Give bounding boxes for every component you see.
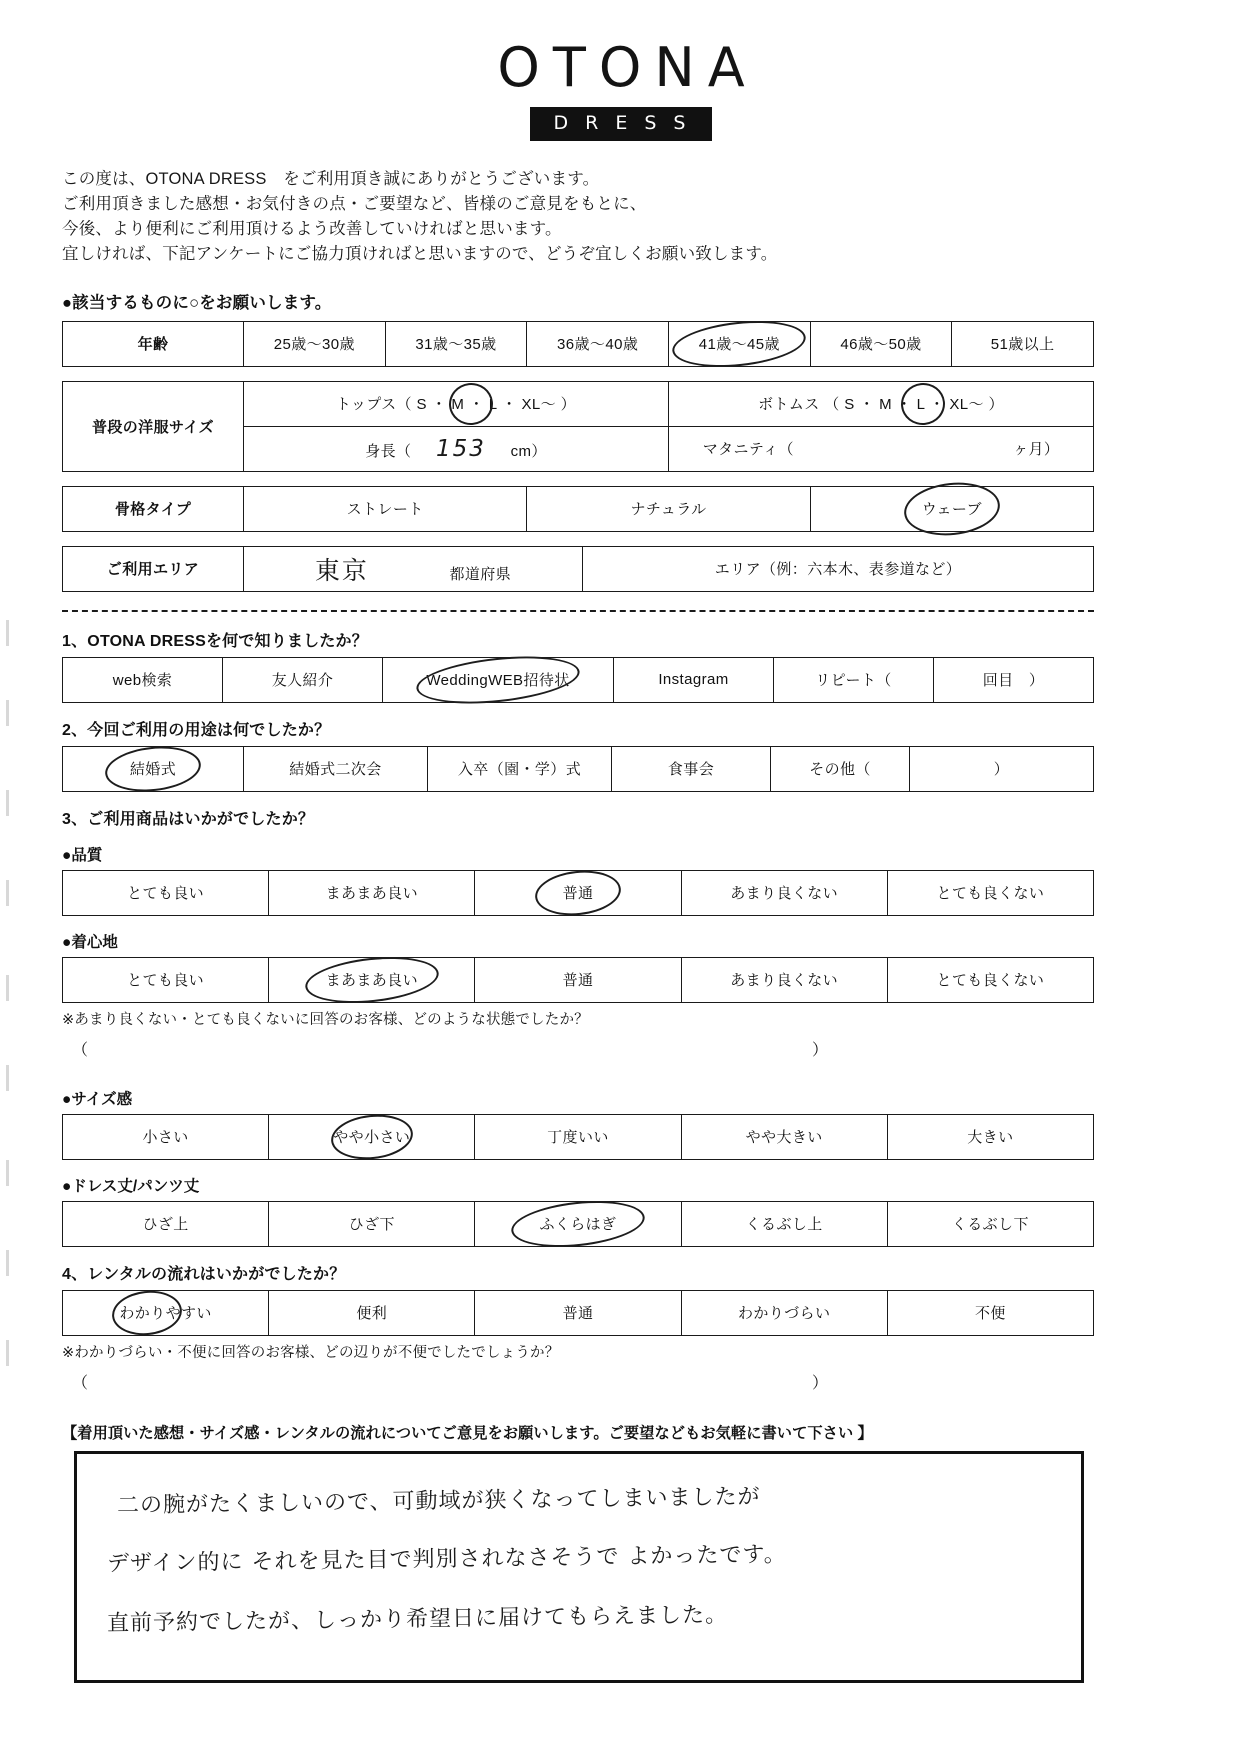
bone-type-option-natural[interactable]: ナチュラル: [527, 486, 810, 531]
quality-table: [62, 870, 1094, 916]
area-row-label: ご利用エリア: [63, 546, 244, 591]
prefecture-value: 東京: [314, 555, 369, 585]
age-option-36-40[interactable]: 36歳〜40歳: [527, 321, 669, 366]
q2-option-dining[interactable]: 食事会: [612, 746, 771, 791]
quality-subheading: ●品質: [62, 846, 103, 864]
age-option-41-45-label: 41歳〜45歳: [698, 336, 780, 354]
scan-artifact: [6, 1160, 9, 1186]
height-value: 153: [436, 435, 486, 462]
usage-area-table: [62, 546, 1094, 592]
question-4-table: [62, 1290, 1094, 1336]
fit-table: [62, 1114, 1094, 1160]
table-row: [63, 1201, 1094, 1246]
logo-primary-text: OTONA: [497, 36, 758, 99]
quality-option-very-good[interactable]: とても良い: [63, 870, 269, 915]
age-option-41-45[interactable]: [668, 321, 810, 366]
maternity-cell[interactable]: [668, 426, 1093, 471]
fit-option-slightly-large[interactable]: やや大きい: [681, 1114, 887, 1159]
scan-artifact: [6, 1340, 9, 1366]
question-1-heading: 1、OTONA DRESSを何で知りましたか？: [62, 632, 368, 650]
q1-option-friend-referral[interactable]: 友人紹介: [223, 657, 383, 702]
length-option-calf[interactable]: [475, 1201, 681, 1246]
q2-option-wedding-label: 結婚式: [129, 761, 177, 779]
table-row: [63, 381, 1094, 426]
length-subheading: ●ドレス丈/パンツ丈: [62, 1177, 200, 1195]
q4-option-inconvenient[interactable]: 不便: [887, 1290, 1093, 1335]
comfort-paren-right: ）: [812, 1041, 829, 1059]
q1-option-instagram[interactable]: Instagram: [614, 657, 774, 702]
tops-size-label: トップス（ S ・ M ・ L ・ XL〜 ）: [335, 396, 577, 414]
size-row-label: 普段の洋服サイズ: [63, 381, 244, 471]
quality-option-fairly-good[interactable]: まあまあ良い: [269, 870, 475, 915]
intro-line-1: この度は、OTONA DRESS をご利用頂き誠にありがとうございます。: [62, 169, 600, 188]
logo-secondary-text: DRESS: [530, 107, 713, 141]
q4-option-convenient[interactable]: 便利: [269, 1290, 475, 1335]
fit-option-just-right[interactable]: 丁度いい: [475, 1114, 681, 1159]
comfort-subheading: ●着心地: [62, 933, 118, 951]
age-option-46-50[interactable]: 46歳〜50歳: [810, 321, 952, 366]
comfort-followup-note: ※あまり良くない・とても良くないに回答のお客様、どのような状態でしたか？: [62, 1011, 589, 1028]
fit-option-slightly-small-label: やや小さい: [333, 1129, 411, 1147]
brand-logo: [0, 0, 1242, 141]
q2-option-entrance-graduation[interactable]: 入卒（園・学）式: [428, 746, 612, 791]
q1-option-wedding-web-invitation[interactable]: [383, 657, 614, 702]
bone-type-option-wave[interactable]: [810, 486, 1093, 531]
table-row: [63, 1114, 1094, 1159]
age-row-label: 年齢: [63, 321, 244, 366]
height-label-left: 身長（: [365, 442, 412, 460]
table-row: [63, 657, 1094, 702]
q1-option-repeat-count[interactable]: 回目 ）: [934, 657, 1094, 702]
bone-type-row-label: 骨格タイプ: [63, 486, 244, 531]
scan-artifact: [6, 790, 9, 816]
prefecture-label: 都道府県: [449, 565, 512, 583]
table-row: [63, 546, 1094, 591]
prefecture-cell[interactable]: [244, 546, 583, 591]
scan-artifact: [6, 1250, 9, 1276]
fit-option-slightly-small[interactable]: [269, 1114, 475, 1159]
quality-option-very-bad[interactable]: とても良くない: [887, 870, 1093, 915]
table-row: [63, 870, 1094, 915]
scan-artifact: [6, 1065, 9, 1091]
question-3-heading: 3、ご利用商品はいかがでしたか？: [62, 810, 315, 828]
q1-option-repeat[interactable]: リピート（: [774, 657, 934, 702]
question-4-heading: 4、レンタルの流れはいかがでしたか？: [62, 1265, 346, 1283]
question-2-heading: 2、今回ご利用の用途は何でしたか？: [62, 721, 331, 739]
intro-line-3: 今後、より便利にご利用頂けるよう改善していければと思います。: [62, 219, 562, 238]
length-option-below-knee[interactable]: ひざ下: [269, 1201, 475, 1246]
age-table: [62, 321, 1094, 367]
length-option-above-ankle[interactable]: くるぶし上: [681, 1201, 887, 1246]
table-row: [63, 957, 1094, 1002]
q4-followup-note: ※わかりづらい・不便に回答のお客様、どの辺りが不便でしたでしょうか？: [62, 1344, 560, 1361]
comfort-option-fairly-good[interactable]: [269, 957, 475, 1002]
q2-option-after-party[interactable]: 結婚式二次会: [244, 746, 428, 791]
scan-artifact: [6, 620, 9, 646]
comfort-table: [62, 957, 1094, 1003]
area-detail-label: エリア（例：六本木、表参道など）: [714, 561, 962, 579]
bone-type-table: [62, 486, 1094, 532]
intro-paragraph: [62, 167, 1242, 267]
bone-type-option-wave-label: ウェーブ: [921, 501, 982, 519]
height-cell[interactable]: [244, 426, 669, 471]
quality-option-not-very-good[interactable]: あまり良くない: [681, 870, 887, 915]
tops-size-cell[interactable]: [244, 381, 669, 426]
quality-option-normal[interactable]: [475, 870, 681, 915]
quality-option-normal-label: 普通: [562, 885, 594, 903]
table-row: [63, 486, 1094, 531]
comfort-option-very-bad[interactable]: とても良くない: [887, 957, 1093, 1002]
fit-option-large[interactable]: 大きい: [887, 1114, 1093, 1159]
height-label-right: cm）: [510, 442, 547, 460]
instruction-text: ●該当するものに○をお願いします。: [62, 293, 332, 312]
comfort-option-very-good[interactable]: とても良い: [63, 957, 269, 1002]
q4-option-normal[interactable]: 普通: [475, 1290, 681, 1335]
free-comment-line-1: 二の腕がたくましいので、可動域が狭くなってしまいましたが: [116, 1484, 761, 1519]
maternity-label-left: マタニティ（: [702, 441, 794, 459]
fit-subheading: ●サイズ感: [62, 1090, 133, 1108]
free-comment-line-3: 直前予約でしたが、しっかり希望日に届けてもらえました。: [106, 1602, 729, 1637]
intro-line-4: 宜しければ、下記アンケートにご協力頂ければと思いますので、どうぞ宜しくお願い致します。: [62, 244, 778, 263]
free-comment-heading: 【着用頂いた感想・サイズ感・レンタルの流れについてご意見をお願いします。ご要望などもお気軽に書いて下さい 】: [62, 1424, 873, 1442]
comfort-paren-left: （: [72, 1041, 89, 1059]
table-row: [63, 321, 1094, 366]
length-option-above-knee[interactable]: ひざ上: [63, 1201, 269, 1246]
fit-option-small[interactable]: 小さい: [63, 1114, 269, 1159]
q4-followup-input[interactable]: [72, 1370, 1082, 1392]
q2-option-other[interactable]: その他（: [771, 746, 910, 791]
question-2-table: [62, 746, 1094, 792]
intro-line-2: ご利用頂きました感想・お気付きの点・ご要望など、皆様のご意見をもとに、: [62, 194, 647, 213]
table-row: [63, 746, 1094, 791]
length-table: [62, 1201, 1094, 1247]
question-1-table: [62, 657, 1094, 703]
clothing-size-table: [62, 381, 1094, 472]
comfort-followup-input[interactable]: [72, 1037, 1082, 1059]
q4-paren-right: ）: [812, 1374, 829, 1392]
q2-option-other-text[interactable]: ）: [910, 746, 1094, 791]
comfort-option-not-very-good[interactable]: あまり良くない: [681, 957, 887, 1002]
bottoms-size-label: ボトムス （ S ・ M ・ L ・ XL〜 ）: [758, 396, 1004, 414]
q4-option-hard-to-understand[interactable]: わかりづらい: [681, 1290, 887, 1335]
q1-option-web-search[interactable]: web検索: [63, 657, 223, 702]
q4-paren-left: （: [72, 1374, 89, 1392]
q1-option-wedding-web-invitation-label: WeddingWEB招待状: [426, 672, 570, 690]
scan-artifact: [6, 880, 9, 906]
age-option-25-30[interactable]: 25歳〜30歳: [244, 321, 386, 366]
scan-artifact: [6, 700, 9, 726]
age-option-31-35[interactable]: 31歳〜35歳: [385, 321, 527, 366]
length-option-calf-label: ふくらはぎ: [539, 1216, 617, 1234]
comfort-option-fairly-good-label: まあまあ良い: [325, 972, 418, 990]
free-comment-line-2: デザイン的に それを見た目で判別されなさそうで よかったです。: [106, 1541, 787, 1577]
section-divider: [62, 610, 1094, 612]
table-row: [63, 1290, 1094, 1335]
comfort-option-normal[interactable]: 普通: [475, 957, 681, 1002]
q4-option-easy-to-understand-label: わかりやすい: [119, 1305, 212, 1323]
bottoms-size-cell[interactable]: [668, 381, 1093, 426]
bone-type-option-straight[interactable]: ストレート: [244, 486, 527, 531]
length-option-below-ankle[interactable]: くるぶし下: [887, 1201, 1093, 1246]
q2-option-wedding[interactable]: [63, 746, 244, 791]
area-detail-cell[interactable]: [583, 546, 1094, 591]
free-comment-box[interactable]: [74, 1451, 1084, 1683]
q4-option-easy-to-understand[interactable]: [63, 1290, 269, 1335]
scan-artifact: [6, 975, 9, 1001]
age-option-51-plus[interactable]: 51歳以上: [952, 321, 1094, 366]
maternity-label-right: ヶ月）: [1013, 441, 1060, 459]
